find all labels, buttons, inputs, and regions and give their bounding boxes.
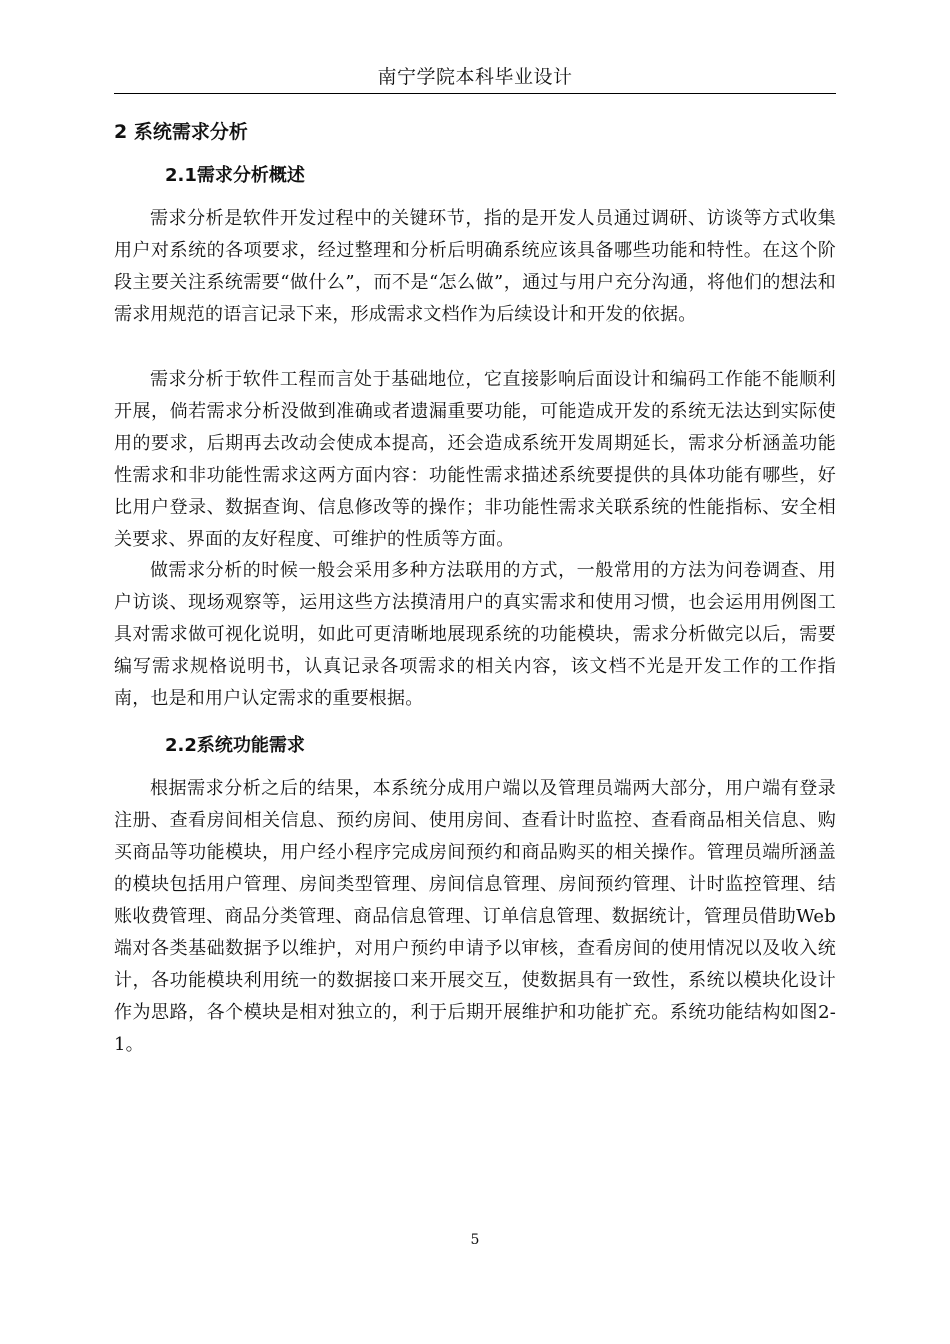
subsection-heading-2-1: 2.1需求分析概述 — [165, 165, 305, 186]
paragraph-4: 根据需求分析之后的结果，本系统分成用户端以及管理员端两大部分，用户端有登录注册、查看房间相关信息、预约房间、使用房间、查看计时监控、查看商品相关信息、购买商品等功能模块，用户经小程序完成房间预约和商品购买的相关操作。管理员端所涵盖的模块包括用户管理、房间类型管理、房间信息管理、房间预约管理、计时监控管理、结账收费管理、商品分类管理、商品信息管理、订单信息管理、数据统计，管理员借助Web端对各类基础数据予以维护，对用户预约申请予以审核，查看房间的使用情况以及收入统计，各功能模块利用统一的数据接口来开展交互，使数据具有一致性，系统以模块化设计作为思路，各个模块是相对独立的，利于后期开展维护和功能扩充。系统功能结构如图2-1。 — [114, 778, 836, 1055]
paragraph-3: 做需求分析的时候一般会采用多种方法联用的方式，一般常用的方法为问卷调查、用户访谈、现场观察等，运用这些方法摸清用户的真实需求和使用习惯，也会运用用例图工具对需求做可视化说明，如此可更清晰地展现系统的功能模块，需求分析做完以后，需要编写需求规格说明书，认真记录各项需求的相关内容，该文档不光是开发工作的工作指南，也是和用户认定需求的重要根据。 — [114, 560, 836, 709]
page-header-rule — [114, 93, 836, 94]
subsection-heading-2-2: 2.2系统功能需求 — [165, 735, 305, 756]
paragraph-1: 需求分析是软件开发过程中的关键环节，指的是开发人员通过调研、访谈等方式收集用户对系统的各项要求，经过整理和分析后明确系统应该具备哪些功能和特性。在这个阶段主要关注系统需要“做什么”，而不是“怎么做”，通过与用户充分沟通，将他们的想法和需求用规范的语言记录下来，形成需求文档作为后续设计和开发的依据。 — [114, 208, 836, 325]
chapter-heading: 2 系统需求分析 — [114, 121, 248, 143]
page-header-title: 南宁学院本科毕业设计 — [377, 66, 573, 88]
page-number: 5 — [470, 1232, 480, 1248]
paragraph-2: 需求分析于软件工程而言处于基础地位，它直接影响后面设计和编码工作能不能顺利开展，倘若需求分析没做到准确或者遗漏重要功能，可能造成开发的系统无法达到实际使用的要求，后期再去改动会使成本提高，还会造成系统开发周期延长，需求分析涵盖功能性需求和非功能性需求这两方面内容：功能性需求描述系统要提供的具体功能有哪些，好比用户登录、数据查询、信息修改等的操作；非功能性需求关联系统的性能指标、安全相关要求、界面的友好程度、可维护的性质等方面。 — [114, 369, 836, 550]
